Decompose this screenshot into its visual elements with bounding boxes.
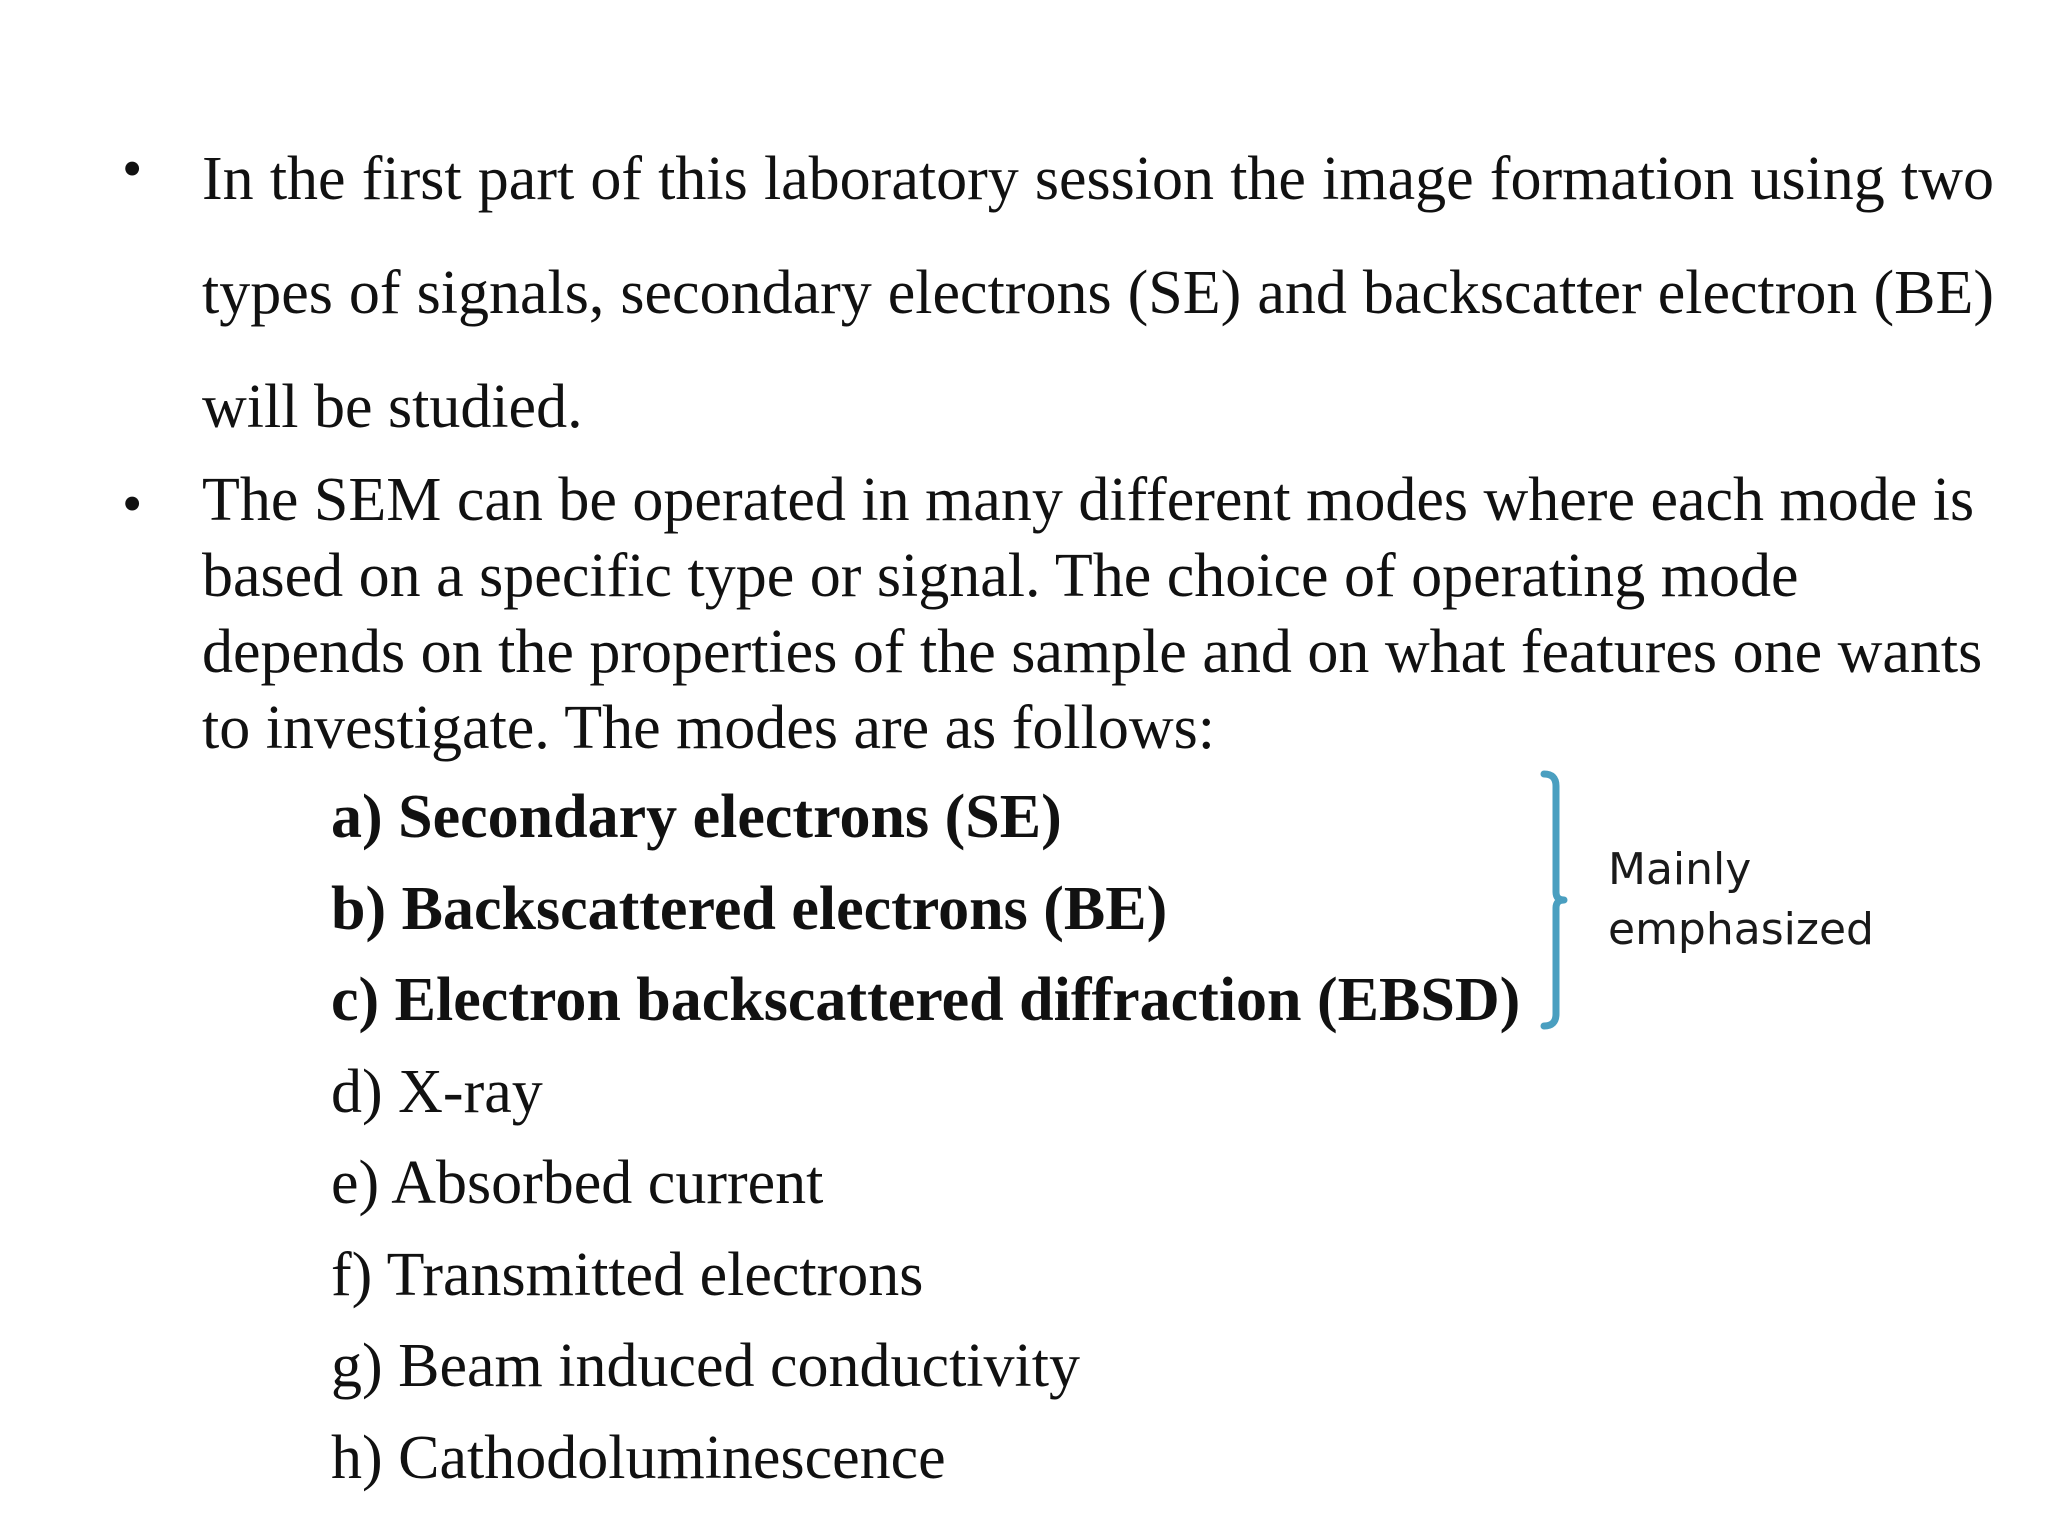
mode-item-transmitted-electrons: f) Transmitted electrons bbox=[331, 1240, 924, 1309]
mode-item-cathodoluminescence: h) Cathodoluminescence bbox=[331, 1423, 946, 1492]
bullet-text-modes: The SEM can be operated in many different modes where each mode is based on a specific type or signal. The choice of operating mode depends on the properties of the sample and on what features one wants to investigate. The modes are as follows: bbox=[202, 466, 1983, 762]
right-brace-icon bbox=[1540, 770, 1580, 1030]
mainly-emphasized-note bbox=[1608, 840, 1874, 960]
mode-item-se: a) Secondary electrons (SE) bbox=[331, 783, 1062, 851]
bullet-marker-2: • bbox=[122, 471, 143, 536]
mode-item-be: b) Backscattered electrons (BE) bbox=[331, 874, 1168, 943]
bullet-text-intro: In the first part of this laboratory session the image formation using two types of signals, secondary electrons (SE) and backscatter electron (BE) will be studied. bbox=[202, 145, 1994, 441]
mode-item-xray: d) X-ray bbox=[331, 1057, 543, 1126]
note-line-1: Mainly bbox=[1608, 844, 1752, 895]
mode-item-beam-induced-conductivity: g) Beam induced conductivity bbox=[331, 1332, 1080, 1400]
mode-item-ebsd: c) Electron backscattered diffraction (EBSD) bbox=[331, 966, 1521, 1034]
bullet-marker-1: • bbox=[122, 136, 143, 201]
modes-list bbox=[331, 772, 1520, 1504]
note-line-2: emphasized bbox=[1608, 904, 1874, 955]
mode-item-absorbed-current: e) Absorbed current bbox=[331, 1149, 824, 1217]
